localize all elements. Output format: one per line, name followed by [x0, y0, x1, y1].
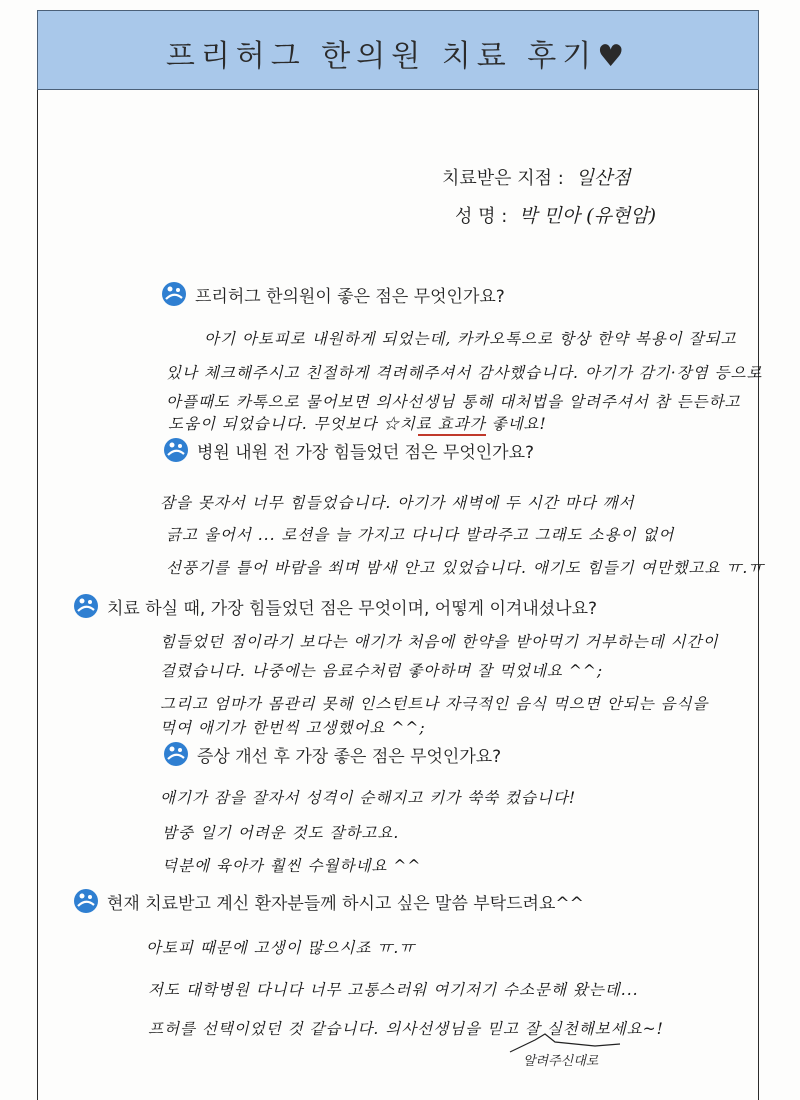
answer-1-line-2: 있나 체크해주시고 친절하게 격려해주셔서 감사했습니다. 아기가 감기·장염 등으로: [166, 364, 763, 382]
hug-logo-icon: [163, 741, 189, 767]
answer-1-line-3: 아플때도 카톡으로 물어보면 의사선생님 통해 대처법을 알려주셔서 참 든든하고: [166, 393, 741, 411]
answer-5-line-1: 아토피 때문에 고생이 많으시죠 ㅠ.ㅠ: [146, 939, 416, 957]
answer-1-line-1: 아기 아토피로 내원하게 되었는데, 카카오톡으로 항상 한약 복용이 잘되고: [204, 330, 737, 348]
hug-logo-icon: [161, 281, 187, 307]
name-value: 박 민아 (유현암): [519, 205, 657, 227]
highlight-underline: [418, 434, 486, 436]
answer-1-line-4: 도움이 되었습니다. 무엇보다 ☆치료 효과가 좋네요!: [168, 415, 547, 433]
name-label: 성 명 :: [455, 206, 508, 227]
question-1: 프리허그 한의원이 좋은 점은 무엇인가요?: [161, 281, 505, 307]
handwritten-note: 알려주신대로: [523, 1054, 599, 1069]
hug-logo-icon: [163, 437, 189, 463]
answer-4-line-2: 밤중 일기 어려운 것도 잘하고요.: [162, 824, 400, 842]
answer-3-line-4: 먹여 애기가 한번씩 고생했어요 ^^;: [160, 719, 426, 737]
branch-label: 치료받은 지점 :: [442, 168, 564, 189]
answer-4-line-1: 애기가 잠을 잘자서 성격이 순해지고 키가 쑥쑥 컸습니다!: [160, 789, 577, 807]
name-row: [455, 201, 656, 228]
answer-5-line-3: 프허를 선택이었던 것 같습니다. 의사선생님을 믿고 잘 실천해보세요~!: [148, 1020, 664, 1038]
frame-left-border: [37, 90, 38, 1100]
frame-right-border: [758, 90, 759, 1100]
hug-logo-icon: [73, 888, 99, 914]
question-4: 증상 개선 후 가장 좋은 점은 무엇인가요?: [163, 741, 501, 767]
question-3: 치료 하실 때, 가장 힘들었던 점은 무엇이며, 어떻게 이겨내셨나요?: [73, 593, 597, 619]
answer-3-line-3: 그리고 엄마가 몸관리 못해 인스턴트나 자극적인 음식 먹으면 안되는 음식을: [160, 695, 709, 713]
answer-4-line-3: 덕분에 육아가 훨씬 수월하네요 ^^: [162, 857, 422, 875]
question-2: 병원 내원 전 가장 힘들었던 점은 무엇인가요?: [163, 437, 534, 463]
answer-3-line-1: 힘들었던 점이라기 보다는 애기가 처음에 한약을 받아먹기 거부하는데 시간이: [160, 633, 719, 651]
branch-row: [442, 163, 631, 190]
answer-3-line-2: 걸렸습니다. 나중에는 음료수처럼 좋아하며 잘 먹었네요 ^^;: [160, 662, 604, 680]
heart-icon: ♥: [597, 39, 631, 74]
page-title: 프리허그 한의원 치료 후기♥: [165, 39, 631, 74]
branch-value: 일산점: [575, 167, 631, 189]
hug-logo-icon: [73, 593, 99, 619]
header-banner: [37, 10, 759, 90]
answer-2-line-2: 긁고 울어서 ... 로션을 늘 가지고 다니다 발라주고 그래도 소용이 없어: [166, 526, 675, 544]
answer-5-line-2: 저도 대학병원 다니다 너무 고통스러워 여기저기 수소문해 왔는데...: [148, 981, 639, 999]
answer-2-line-1: 잠을 못자서 너무 힘들었습니다. 아기가 새벽에 두 시간 마다 깨서: [160, 494, 635, 512]
question-5: 현재 치료받고 계신 환자분들께 하시고 싶은 말씀 부탁드려요^^: [73, 888, 584, 914]
answer-2-line-3: 선풍기를 틀어 바람을 쐬며 밤새 안고 있었습니다. 애기도 힘들기 여만했고요 ㅠ.ㅠ: [166, 559, 765, 577]
